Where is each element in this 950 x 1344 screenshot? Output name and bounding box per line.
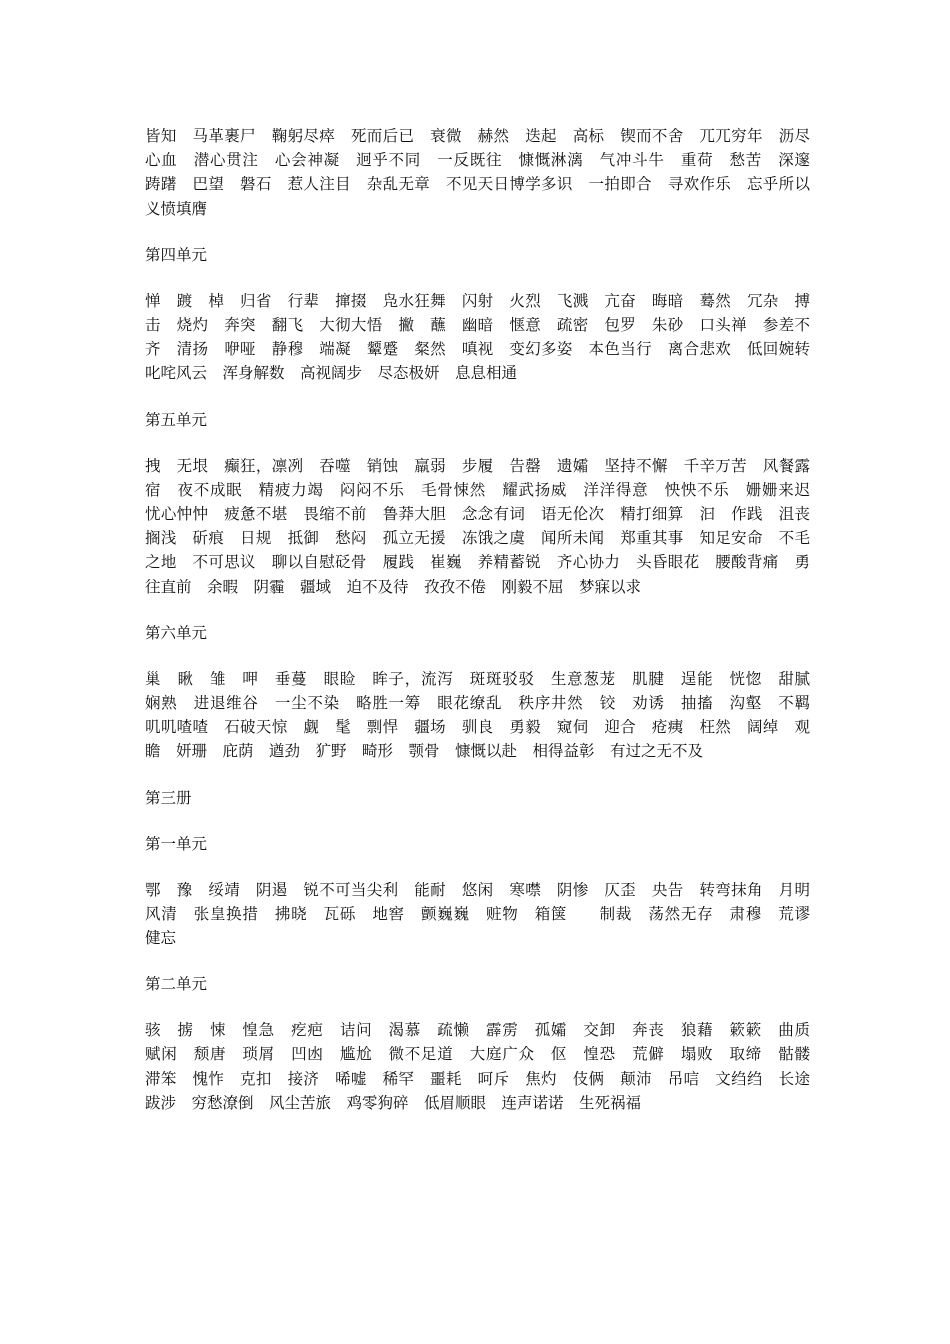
volume-heading-book3: 第三册	[145, 788, 192, 807]
document-page	[145, 124, 826, 1115]
spacer	[145, 386, 810, 408]
vocab-paragraph-unit3-tail: 皆知 马革裹尸 鞠躬尽瘁 死而后已 衰微 赫然 迭起 高标 锲而不舍 兀兀穷年 沥尽心血 潜心贯注 心会神凝 迥乎不同 一反既往 慷慨淋漓 气冲斗牛 重荷 愁苦 深邃 踌躇 巴望 磐石 惹人注目 杂乱无章 不见天日博学多识 一拍即合 寻欢作乐 忘乎所以 义愤填膺	[145, 127, 826, 218]
section-heading-unit5: 第五单元	[145, 410, 208, 429]
spacer	[145, 856, 810, 878]
section-heading-unit6: 第六单元	[145, 623, 208, 642]
vocab-paragraph-unit6: 巢 瞅 雏 呷 垂蔓 眼睑 眸子，流泻 斑斑驳驳 生意葱茏 肌腱 逞能 恍惚 甜腻 娴熟 进退维谷 一尘不染 略胜一筹 眼花缭乱 秩序井然 铰 劝诱 抽搐 沟壑 不羁 叽叽喳喳 石破天惊 觑 髦 剽悍 疆场 驯良 勇毅 窥伺 迎合 疮痍 枉然 阔绰 观瞻 妍珊 庇荫 遒劲 犷野 畸形 颚骨 慷慨以赴 相得益彰 有过之无不及	[145, 669, 826, 761]
spacer	[145, 764, 810, 786]
vocab-paragraph-unit2: 骇 掳 悚 惶急 疙疤 诘问 渴慕 疏懒 霹雳 孤孀 交卸 奔丧 狼藉 簌簌 曲质 赋闲 颓唐 琐屑 凹凼 尴尬 微不足道 大庭广众 伛 惶恐 荒僻 塌败 取缔 骷髅 滞笨 愧怍 克扣 接济 唏嘘 稀罕 噩耗 呵斥 焦灼 伎俩 颠沛 吊唁 文绉绉 长途跋涉 穷愁潦倒 风尘苦旅 鸡零狗碎 低眉顺眼 连声诺诺 生死祸福	[145, 1021, 826, 1112]
section-heading-unit4: 第四单元	[145, 245, 208, 264]
spacer	[145, 645, 810, 667]
spacer	[145, 996, 810, 1018]
vocab-paragraph-unit5: 拽 无垠 癫狂，凛冽 吞噬 销蚀 羸弱 步履 告罄 遗孀 坚持不懈 千辛万苦 风餐露宿 夜不成眠 精疲力竭 闷闷不乐 毛骨悚然 耀武扬威 洋洋得意 怏怏不乐 姗姗来迟 忧心忡忡 疲惫不堪 畏缩不前 鲁莽大胆 念念有词 语无伦次 精打细算 汩 作践 沮丧 搁浅 斫痕 日规 抵御 愁闷 孤立无援 冻饿之虞 闻所未闻 郑重其事 知足安命 不毛之地 不可思议 聊以自慰砭骨 履践 崔巍 养精蓄锐 齐心协力 头昏眼花 腰酸背痛 勇往直前 余暇 阴霾 疆域 迫不及待 孜孜不倦 刚毅不屈 梦寐以求	[145, 456, 826, 596]
spacer	[145, 950, 810, 972]
spacer	[145, 599, 810, 621]
spacer	[145, 267, 810, 289]
section-heading-unit2: 第二单元	[145, 975, 208, 994]
section-heading-unit1: 第一单元	[145, 834, 208, 853]
vocab-paragraph-unit4: 惮 踱 棹 归省 行辈 撺掇 凫水狂舞 闪射 火烈 飞溅 亢奋 晦暗 蓦然 冗杂 搏击 烧灼 奔突 翻飞 大彻大悟 撇 蘸 幽暗 惬意 疏密 包罗 朱砂 口头禅 参差不齐 清扬 咿哑 静穆 端凝 颦蹙 粲然 嗔视 变幻多姿 本色当行 离合悲欢 低回婉转 叱咤风云 浑身解数 高视阔步 尽态极妍 息息相通	[145, 291, 826, 383]
spacer	[145, 221, 810, 243]
spacer	[145, 432, 810, 454]
vocab-paragraph-unit1: 鄂 豫 绥靖 阴遏 锐不可当尖利 能耐 悠闲 寒噤 阴惨 仄歪 央告 转弯抹角 月明风清 张皇换措 拂晓 瓦砾 地窖 颤巍巍 赃物 箱箧 制裁 荡然无存 肃穆 荒谬 健忘	[145, 880, 826, 948]
spacer	[145, 810, 810, 832]
